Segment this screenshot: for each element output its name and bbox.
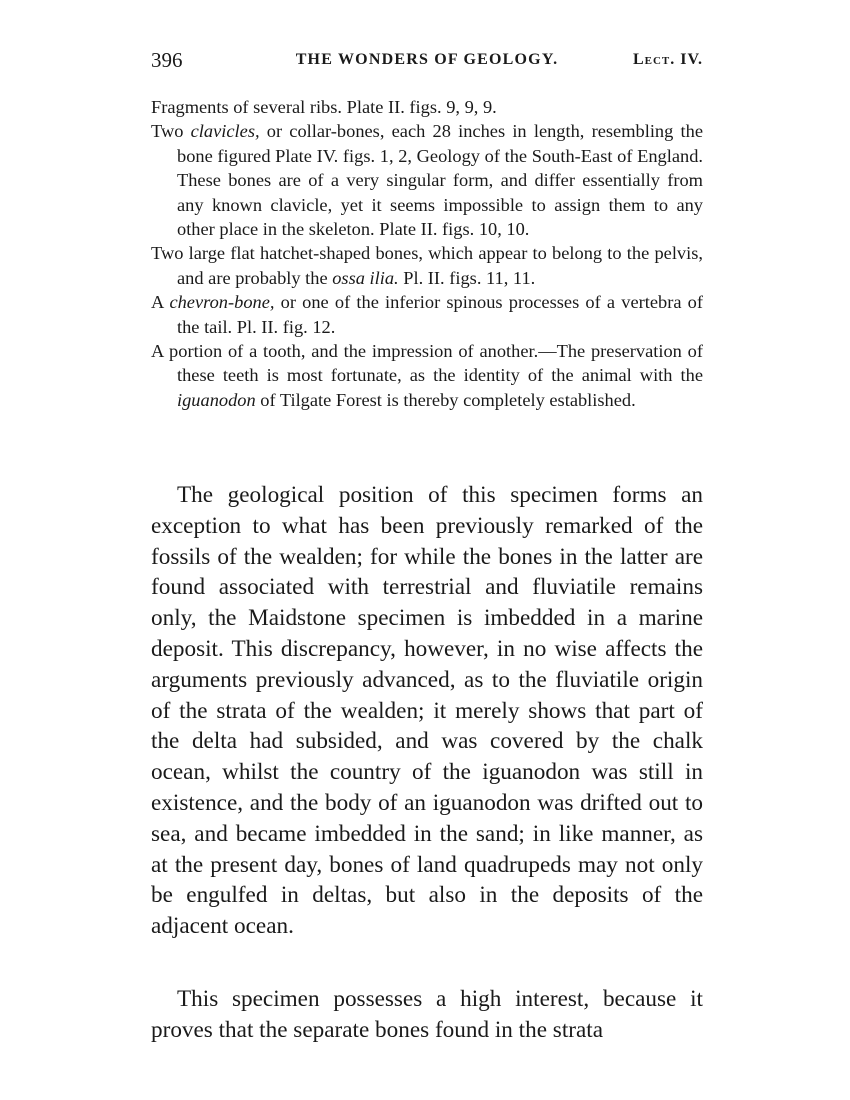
specimen-entry <box>151 290 703 339</box>
italic-term: ossa ilia. <box>332 267 399 288</box>
entry-text: or collar-bones, each 28 inches in length, resembling the bone figured Plate IV. figs. 1, 2, Geology of the South-East of England. These bones are of a very singular form, and differ essentially from any known clavicle, yet it seems impossible to assign them to any other place in the skeleton. Plate II. figs. 10, 10. <box>177 121 703 240</box>
lecture-number: Lect. IV. <box>632 51 703 68</box>
italic-term: iguanodon <box>177 389 256 410</box>
running-title: THE WONDERS OF GEOLOGY. <box>295 51 559 68</box>
page-number: 396 <box>151 48 183 72</box>
specimen-entry <box>151 95 703 119</box>
entry-text: or one of the inferior spinous processes of a vertebra of the tail. Pl. II. fig. 12. <box>177 292 703 337</box>
specimen-entry <box>151 241 703 290</box>
running-header <box>151 48 703 78</box>
entry-text: of Tilgate Forest is thereby completely established. <box>255 389 636 410</box>
entry-text: Two large flat hatchet-shaped bones, which appear to belong to the pelvis, and are probably the <box>151 243 703 288</box>
specimen-list <box>151 95 703 412</box>
specimen-entry <box>151 119 703 241</box>
body-paragraph: The geological position of this specimen forms an exception to what has been previously remarked of the fossils of the wealden; for while the bones in the latter are found associated with terrestrial and fluviatile remains only, the Maidstone specimen is imbedded in a marine deposit. This discrepancy, however, in no wise affects the arguments previously advanced, as to the fluviatile origin of the strata of the wealden; it merely shows that part of the delta had subsided, and was covered by the chalk ocean, whilst the country of the iguanodon was still in existence, and the body of an iguanodon was drifted out to sea, and became imbedded in the sand; in like manner, as at the present day, bones of land quadrupeds may not only be engulfed in deltas, but also in the deposits of the adjacent ocean. <box>151 482 703 940</box>
entry-text: Fragments of several ribs. Plate II. figs. 9, 9, 9. <box>151 97 497 117</box>
specimen-entry <box>151 339 703 412</box>
entry-text: A <box>151 292 170 313</box>
entry-text: A portion of a tooth, and the impression of another.—The preservation of these teeth is most fortunate, as the identity of the animal with the <box>151 341 703 386</box>
entry-text: Pl. II. figs. 11, 11. <box>398 267 536 288</box>
entry-text: Two <box>151 121 191 142</box>
body-paragraph: This specimen possesses a high interest, because it proves that the separate bones found in the strata <box>151 986 703 1043</box>
italic-term: clavicles, <box>190 121 260 142</box>
italic-term: chevron-bone, <box>169 292 275 313</box>
